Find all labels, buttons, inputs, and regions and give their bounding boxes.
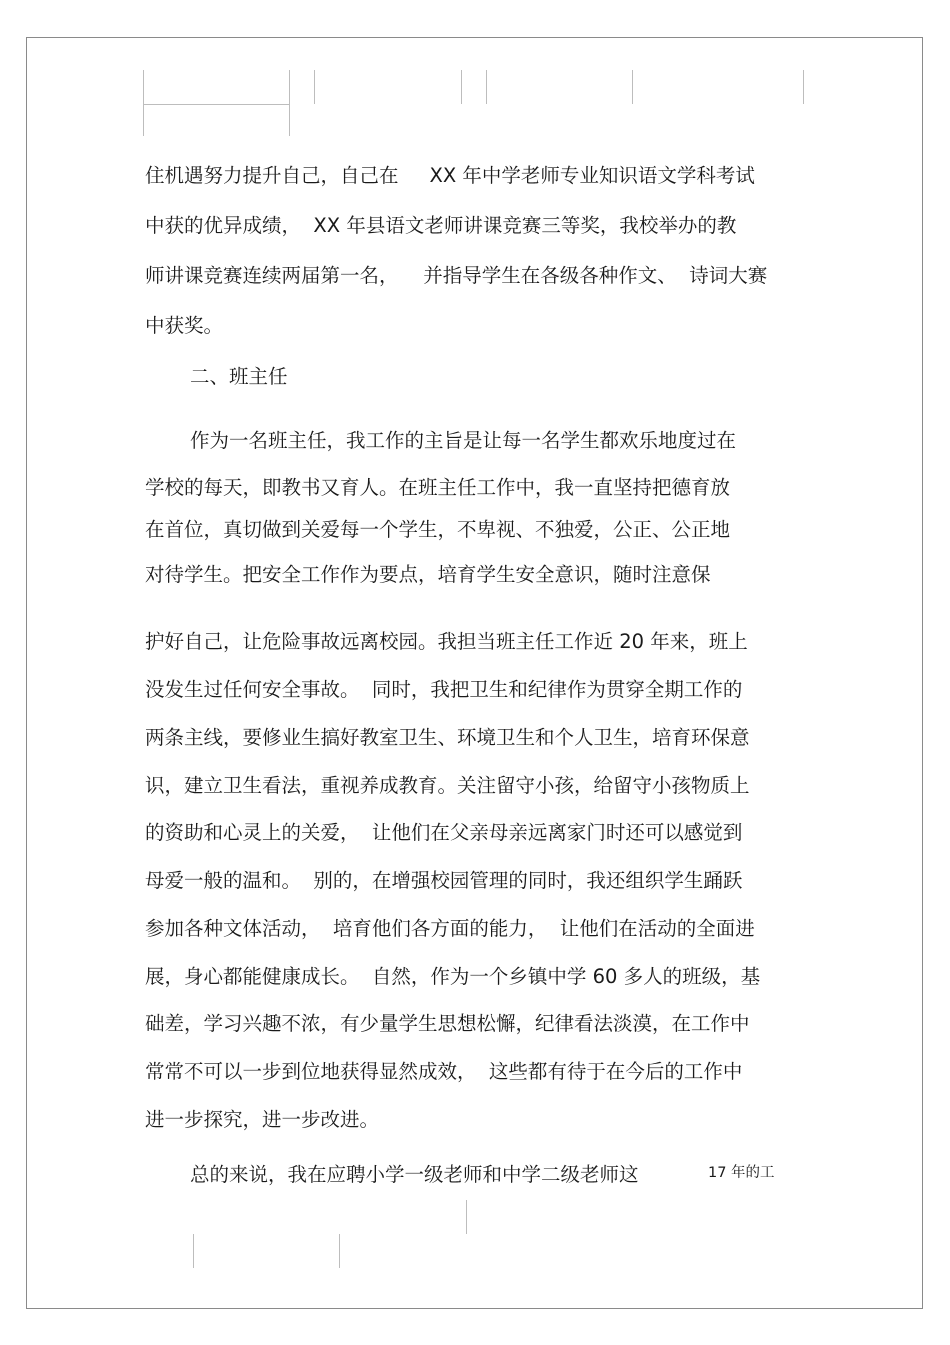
table-rule (632, 70, 633, 104)
table-rule (314, 70, 315, 104)
text-line: 础差，学习兴趣不浓，有少量学生思想松懈，纪律看法淡漠，在工作中 (145, 1012, 750, 1035)
table-rule (466, 1200, 467, 1234)
paragraph-start: 作为一名班主任，我工作的主旨是让每一名学生都欢乐地度过在 (190, 429, 737, 452)
text-line: 师讲课竞赛连续两届第一名， 并指导学生在各级各种作文、 诗词大赛 (145, 264, 768, 287)
text-line: 在首位，真切做到关爱每一个学生，不卑视、不独爱，公正、公正地 (145, 518, 731, 541)
section-heading: 二、班主任 (190, 365, 288, 388)
text-line: 展，身心都能健康成长。 自然，作为一个乡镇中学 60 多人的班级，基 (145, 965, 761, 988)
table-rule (193, 1234, 194, 1268)
text-line: 对待学生。把安全工作作为要点，培育学生安全意识，随时注意保 (145, 563, 711, 586)
text-line: 进一步探究，进一步改进。 (145, 1108, 380, 1131)
table-rule (461, 70, 462, 104)
text-line: 中获奖。 (145, 314, 224, 337)
table-rule (289, 70, 290, 136)
text-line: 护好自己，让危险事故远离校园。我担当班主任工作近 20 年来，班上 (145, 630, 748, 653)
text-line: 住机遇努力提升自己，自己在 XX 年中学老师专业知识语文学科考试 (145, 164, 755, 187)
text-line: 母爱一般的温和。 别的，在增强校园管理的同时，我还组织学生踊跃 (145, 869, 743, 892)
text-line: 中获的优异成绩， XX 年县语文老师讲课竞赛三等奖，我校举办的教 (145, 214, 737, 237)
paragraph-start: 总的来说，我在应聘小学一级老师和中学二级老师这 (190, 1163, 639, 1186)
text-fragment: 17 年的工 (708, 1165, 775, 1181)
text-line: 学校的每天，即教书又育人。在班主任工作中，我一直坚持把德育放 (145, 476, 731, 499)
text-line: 常常不可以一步到位地获得显然成效， 这些都有待于在今后的工作中 (145, 1060, 743, 1083)
table-rule (143, 104, 289, 105)
text-line: 两条主线，要修业生搞好教室卫生、环境卫生和个人卫生，培育环保意 (145, 726, 750, 749)
text-line: 没发生过任何安全事故。 同时，我把卫生和纪律作为贯穿全期工作的 (145, 678, 743, 701)
table-rule (143, 70, 144, 136)
table-rule (803, 70, 804, 104)
text-line: 参加各种文体活动， 培育他们各方面的能力， 让他们在活动的全面进 (145, 917, 755, 940)
text-line: 的资助和心灵上的关爱， 让他们在父亲母亲远离家门时还可以感觉到 (145, 821, 743, 844)
table-rule (339, 1234, 340, 1268)
table-rule (486, 70, 487, 104)
text-line: 识，建立卫生看法，重视养成教育。关注留守小孩，给留守小孩物质上 (145, 774, 750, 797)
